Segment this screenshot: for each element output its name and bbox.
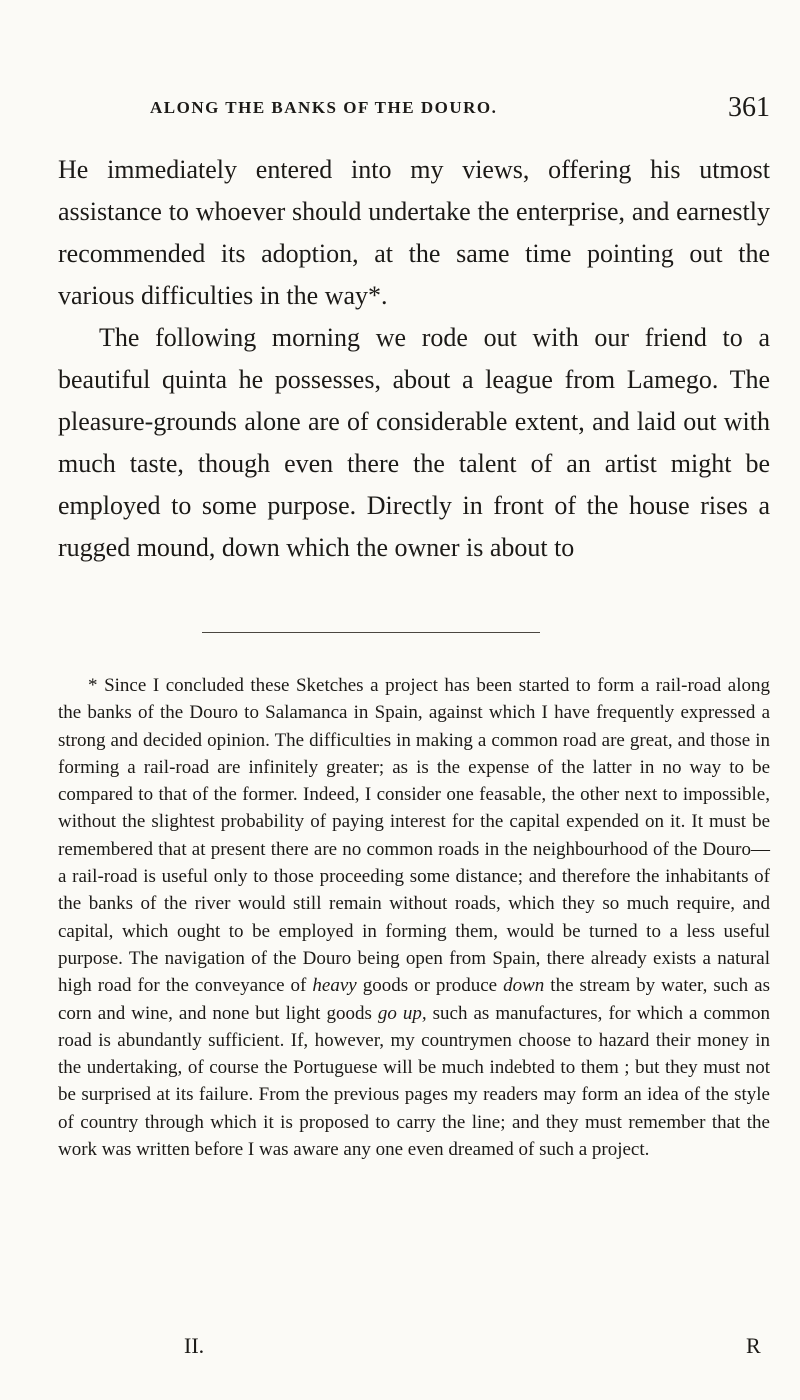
sheet-signature: R bbox=[746, 1333, 761, 1358]
page-number: 361 bbox=[728, 92, 770, 123]
volume-signature: II. bbox=[184, 1333, 205, 1358]
footnote-text-3: the stream by water, such as corn and wine, and none but light goods bbox=[58, 975, 770, 1024]
footnote-emphasis-go-up: go up, bbox=[377, 1002, 427, 1024]
paragraph-1: He immediately entered into my views, offering his utmost assistance to whoever should undertake the enterprise, and earnestly recommended its adoption, at the same time pointing out the various difficulties in the way*. bbox=[58, 155, 770, 310]
footnote-text-4: such as manufactures, for which a common road is abundantly sufficient. If, however, my countrymen choose to hazard their money in the undertaking, of course the Portuguese will be much indebted to them ; but they must not be surprised at its failure. From the previous pages my readers may form an idea of the style of country through which it is proposed to carry the line; and they must remember that the work was written before I was aware any one even dreamed of such a project. bbox=[58, 1002, 770, 1161]
footnote-emphasis-down: down bbox=[503, 975, 545, 997]
footnote bbox=[58, 672, 770, 1163]
running-head bbox=[150, 92, 770, 132]
footnote-divider bbox=[202, 632, 540, 633]
paragraph-2: The following morning we rode out with our friend to a beautiful quinta he possesses, about a league from Lamego. The pleasure-grounds alone are of considerable extent, and laid out with much taste, though even there the talent of an artist might be employed to some purpose. Directly in front of the house rises a rugged mound, down which the owner is about to bbox=[58, 323, 770, 562]
running-title: ALONG THE BANKS OF THE DOURO. bbox=[150, 98, 498, 117]
footnote-text-2: goods or produce bbox=[356, 975, 504, 997]
footnote-emphasis-heavy: heavy bbox=[312, 975, 357, 997]
footnote-text-1: * Since I concluded these Sketches a project has been started to form a rail-road along the banks of the Douro to Salamanca in Spain, against which I have frequently expressed a strong and decided opinion. The difficulties in making a common road are great, and those in forming a rail-road are infinitely greater; as is the expense of the latter in no way to be compared to that of the former. Indeed, I consider one feasable, the other next to impossible, without the slightest probability of paying interest for the capital expended on it. It must be remembered that at present there are no common roads in the neighbourhood of the Douro—a rail-road is useful only to those proceeding some distance; and therefore the inhabitants of the banks of the river would still remain without roads, which they so much require, and capital, which ought to be employed in forming them, would be turned to a less useful purpose. The navigation of the Douro being open from Spain, there already exists a natural high road for the conveyance of bbox=[58, 675, 770, 997]
body-text bbox=[58, 149, 770, 569]
